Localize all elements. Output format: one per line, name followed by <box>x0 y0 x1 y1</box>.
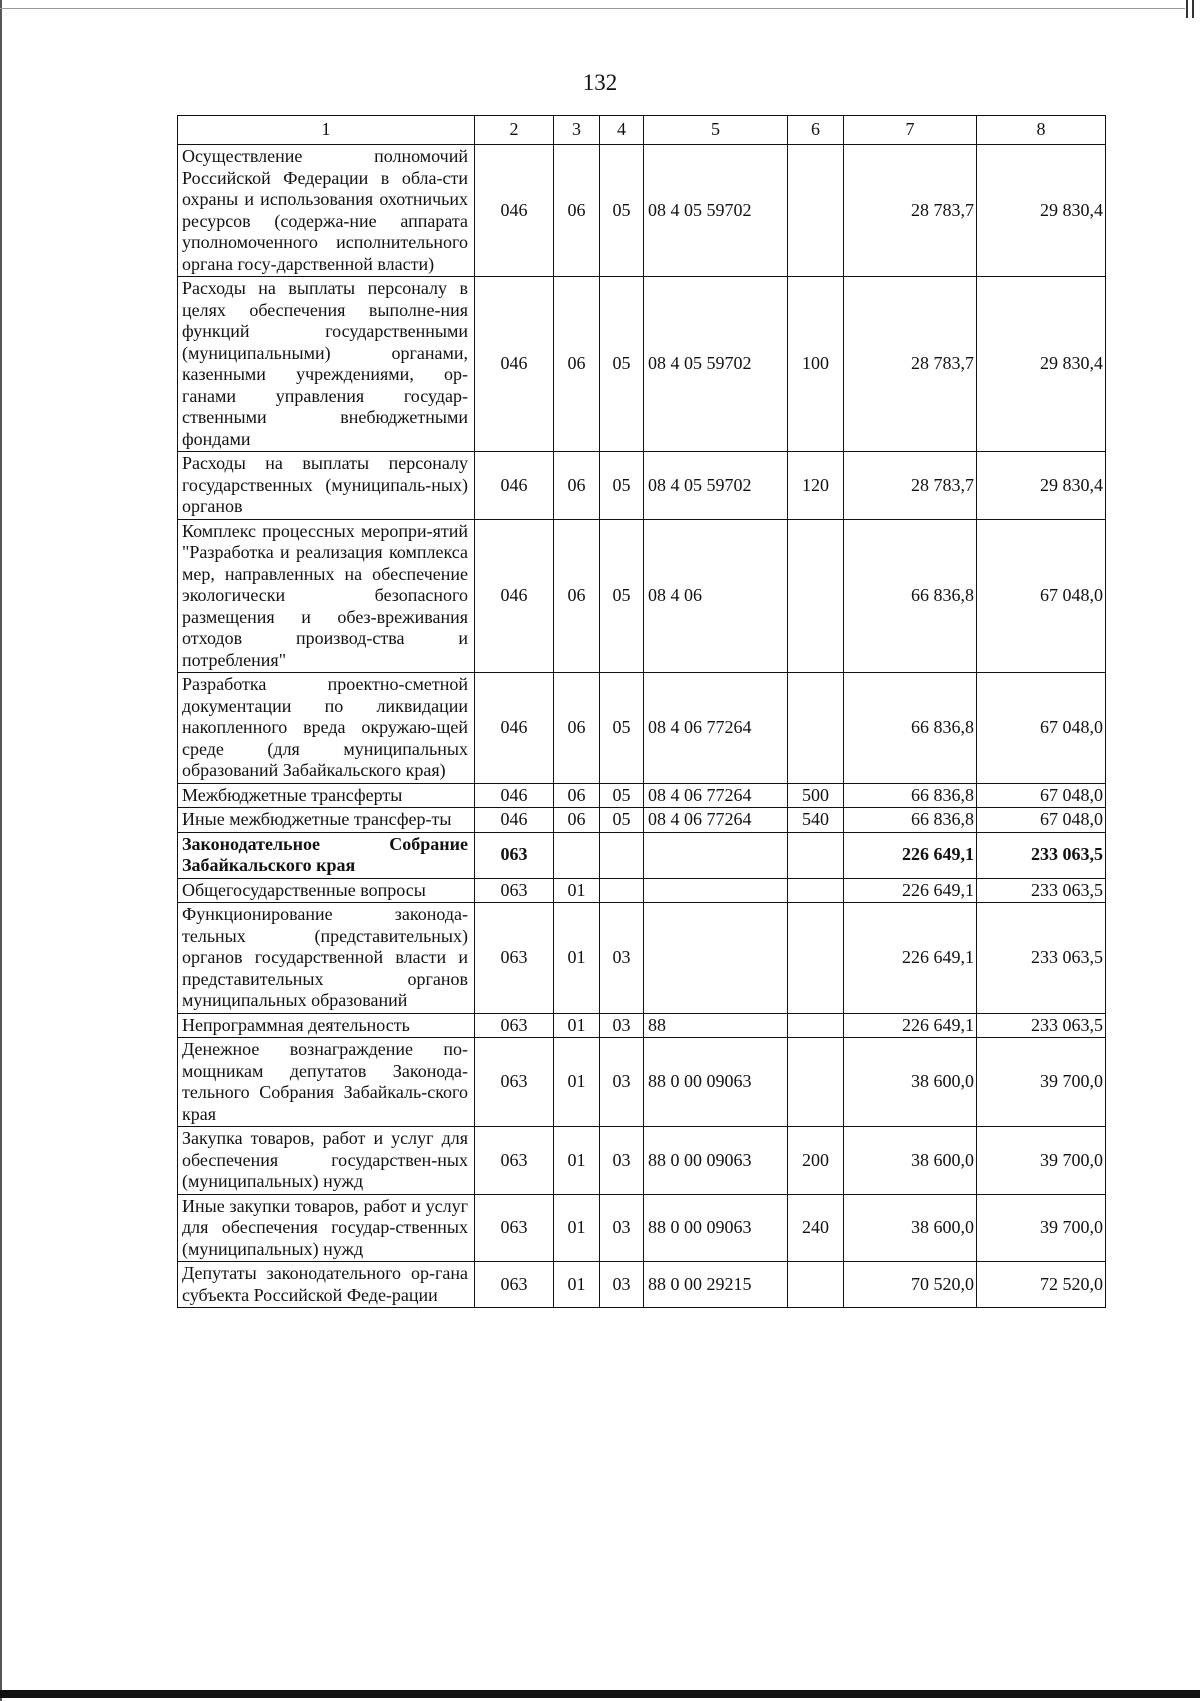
table-body <box>178 116 1106 1308</box>
row-section-cell: 06 <box>554 519 600 673</box>
table-row <box>178 783 1106 808</box>
row-amount-year2-cell: 233 063,5 <box>977 878 1106 903</box>
row-amount-year2-cell: 29 830,4 <box>977 145 1106 277</box>
row-subsection-cell: 05 <box>600 808 644 833</box>
table-row <box>178 878 1106 903</box>
row-expense-type-cell <box>788 903 844 1014</box>
row-section-cell: 06 <box>554 673 600 784</box>
row-amount-year1-cell: 28 783,7 <box>844 145 977 277</box>
row-amount-year2-cell: 29 830,4 <box>977 452 1106 520</box>
row-amount-year1-cell: 226 649,1 <box>844 832 977 878</box>
row-subsection-cell: 05 <box>600 673 644 784</box>
row-target-article-cell: 08 4 05 59702 <box>644 277 788 452</box>
row-name-cell: Иные закупки товаров, работ и услуг для обеспечения государ-ственных (муниципальных) нужд <box>178 1194 475 1262</box>
row-ministry-code-cell: 046 <box>475 452 554 520</box>
row-section-cell: 01 <box>554 903 600 1014</box>
row-ministry-code-cell: 046 <box>475 519 554 673</box>
row-target-article-cell <box>644 878 788 903</box>
header-cell: 6 <box>788 116 844 145</box>
row-amount-year1-cell: 66 836,8 <box>844 783 977 808</box>
row-amount-year2-cell: 39 700,0 <box>977 1038 1106 1127</box>
row-amount-year2-cell: 233 063,5 <box>977 832 1106 878</box>
row-name-cell: Расходы на выплаты персоналу в целях обеспечения выполне-ния функций государственными (муниципальными) органами, казенными учреждениями, ор-ганами управления государ-ственными внебюджетными фондами <box>178 277 475 452</box>
row-amount-year1-cell: 38 600,0 <box>844 1127 977 1195</box>
row-amount-year1-cell: 66 836,8 <box>844 519 977 673</box>
row-ministry-code-cell: 046 <box>475 783 554 808</box>
row-amount-year2-cell: 39 700,0 <box>977 1127 1106 1195</box>
table-row <box>178 519 1106 673</box>
row-amount-year1-cell: 66 836,8 <box>844 673 977 784</box>
row-expense-type-cell: 200 <box>788 1127 844 1195</box>
row-expense-type-cell <box>788 878 844 903</box>
row-ministry-code-cell: 063 <box>475 1194 554 1262</box>
row-name-cell: Законодательное Собрание Забайкальского края <box>178 832 475 878</box>
row-ministry-code-cell: 046 <box>475 673 554 784</box>
row-target-article-cell: 08 4 06 77264 <box>644 808 788 833</box>
row-target-article-cell: 88 0 00 09063 <box>644 1194 788 1262</box>
row-ministry-code-cell: 063 <box>475 1038 554 1127</box>
row-target-article-cell: 88 <box>644 1013 788 1038</box>
row-ministry-code-cell: 046 <box>475 277 554 452</box>
row-ministry-code-cell: 063 <box>475 903 554 1014</box>
row-amount-year1-cell: 226 649,1 <box>844 1013 977 1038</box>
scan-border-left <box>0 0 2 1701</box>
row-name-cell: Денежное вознаграждение по-мощникам депутатов Законода-тельного Собрания Забайкаль-ского края <box>178 1038 475 1127</box>
row-subsection-cell: 05 <box>600 452 644 520</box>
table-row <box>178 673 1106 784</box>
table-row <box>178 1127 1106 1195</box>
row-section-cell: 01 <box>554 1194 600 1262</box>
row-expense-type-cell: 100 <box>788 277 844 452</box>
row-subsection-cell: 03 <box>600 1262 644 1308</box>
row-expense-type-cell <box>788 673 844 784</box>
row-target-article-cell: 88 0 00 09063 <box>644 1127 788 1195</box>
row-amount-year1-cell: 226 649,1 <box>844 878 977 903</box>
row-name-cell: Расходы на выплаты персоналу государственных (муниципаль-ных) органов <box>178 452 475 520</box>
row-section-cell: 06 <box>554 145 600 277</box>
scan-border-bottom <box>0 1690 1200 1698</box>
page-number: 132 <box>582 70 618 95</box>
table-row <box>178 903 1106 1014</box>
header-cell: 7 <box>844 116 977 145</box>
row-section-cell: 06 <box>554 277 600 452</box>
row-expense-type-cell <box>788 145 844 277</box>
row-section-cell: 01 <box>554 1013 600 1038</box>
row-target-article-cell: 08 4 05 59702 <box>644 452 788 520</box>
row-target-article-cell: 88 0 00 29215 <box>644 1262 788 1308</box>
header-cell: 3 <box>554 116 600 145</box>
row-section-cell: 06 <box>554 808 600 833</box>
row-section-cell: 01 <box>554 878 600 903</box>
row-expense-type-cell <box>788 832 844 878</box>
row-subsection-cell <box>600 878 644 903</box>
header-cell: 1 <box>178 116 475 145</box>
row-subsection-cell: 03 <box>600 1038 644 1127</box>
row-amount-year2-cell: 39 700,0 <box>977 1194 1106 1262</box>
row-subsection-cell: 05 <box>600 783 644 808</box>
row-subsection-cell: 05 <box>600 277 644 452</box>
header-cell: 4 <box>600 116 644 145</box>
row-amount-year1-cell: 66 836,8 <box>844 808 977 833</box>
row-name-cell: Функционирование законода-тельных (представительных) органов государственной власти и представительных органов муниципальных образований <box>178 903 475 1014</box>
row-ministry-code-cell: 063 <box>475 832 554 878</box>
row-name-cell: Непрограммная деятельность <box>178 1013 475 1038</box>
row-name-cell: Закупка товаров, работ и услуг для обеспечения государствен-ных (муниципальных) нужд <box>178 1127 475 1195</box>
row-name-cell: Разработка проектно-сметной документации по ликвидации накопленного вреда окружаю-щей среде (для муниципальных образований Забайкальского края) <box>178 673 475 784</box>
row-name-cell: Общегосударственные вопросы <box>178 878 475 903</box>
row-section-cell: 01 <box>554 1127 600 1195</box>
row-amount-year2-cell: 67 048,0 <box>977 519 1106 673</box>
header-cell: 8 <box>977 116 1106 145</box>
scan-edge-mark <box>1186 0 1194 18</box>
row-amount-year2-cell: 233 063,5 <box>977 1013 1106 1038</box>
row-expense-type-cell: 540 <box>788 808 844 833</box>
row-amount-year2-cell: 67 048,0 <box>977 783 1106 808</box>
row-section-cell: 06 <box>554 783 600 808</box>
row-expense-type-cell <box>788 1013 844 1038</box>
row-amount-year1-cell: 70 520,0 <box>844 1262 977 1308</box>
row-subsection-cell: 03 <box>600 1127 644 1195</box>
row-ministry-code-cell: 063 <box>475 1013 554 1038</box>
table-row <box>178 808 1106 833</box>
budget-table <box>177 115 1106 1308</box>
table-row <box>178 1262 1106 1308</box>
table-row <box>178 1038 1106 1127</box>
row-target-article-cell <box>644 903 788 1014</box>
row-amount-year1-cell: 28 783,7 <box>844 277 977 452</box>
table-header-row <box>178 116 1106 145</box>
row-expense-type-cell: 120 <box>788 452 844 520</box>
table-row <box>178 1013 1106 1038</box>
row-section-cell <box>554 832 600 878</box>
row-section-cell: 01 <box>554 1262 600 1308</box>
row-target-article-cell: 88 0 00 09063 <box>644 1038 788 1127</box>
row-subsection-cell: 03 <box>600 903 644 1014</box>
row-amount-year2-cell: 67 048,0 <box>977 673 1106 784</box>
row-amount-year1-cell: 38 600,0 <box>844 1038 977 1127</box>
row-name-cell: Межбюджетные трансферты <box>178 783 475 808</box>
row-expense-type-cell: 500 <box>788 783 844 808</box>
row-expense-type-cell <box>788 1262 844 1308</box>
header-cell: 2 <box>475 116 554 145</box>
table-row <box>178 277 1106 452</box>
row-subsection-cell <box>600 832 644 878</box>
row-target-article-cell: 08 4 06 77264 <box>644 783 788 808</box>
row-amount-year1-cell: 28 783,7 <box>844 452 977 520</box>
row-name-cell: Комплекс процессных меропри-ятий "Разработка и реализация комплекса мер, направленных на обеспечение экологически безопасного размещения и обез-вреживания отходов производ-ства и потребления" <box>178 519 475 673</box>
row-ministry-code-cell: 063 <box>475 878 554 903</box>
row-ministry-code-cell: 063 <box>475 1262 554 1308</box>
row-ministry-code-cell: 046 <box>475 808 554 833</box>
row-amount-year2-cell: 67 048,0 <box>977 808 1106 833</box>
row-name-cell: Иные межбюджетные трансфер-ты <box>178 808 475 833</box>
row-ministry-code-cell: 063 <box>475 1127 554 1195</box>
table-row <box>178 832 1106 878</box>
row-amount-year1-cell: 38 600,0 <box>844 1194 977 1262</box>
header-cell: 5 <box>644 116 788 145</box>
row-name-cell: Депутаты законодательного ор-гана субъекта Российской Феде-рации <box>178 1262 475 1308</box>
scan-border-top <box>0 8 1185 9</box>
table-row <box>178 452 1106 520</box>
row-subsection-cell: 03 <box>600 1194 644 1262</box>
row-amount-year2-cell: 233 063,5 <box>977 903 1106 1014</box>
row-amount-year1-cell: 226 649,1 <box>844 903 977 1014</box>
row-expense-type-cell <box>788 1038 844 1127</box>
row-expense-type-cell <box>788 519 844 673</box>
row-amount-year2-cell: 29 830,4 <box>977 277 1106 452</box>
row-subsection-cell: 03 <box>600 1013 644 1038</box>
row-target-article-cell <box>644 832 788 878</box>
row-target-article-cell: 08 4 06 <box>644 519 788 673</box>
row-section-cell: 01 <box>554 1038 600 1127</box>
row-subsection-cell: 05 <box>600 519 644 673</box>
table-row <box>178 1194 1106 1262</box>
row-expense-type-cell: 240 <box>788 1194 844 1262</box>
row-name-cell: Осуществление полномочий Российской Федерации в обла-сти охраны и использования охотничьих ресурсов (содержа-ние аппарата уполномоченного исполнительного органа госу-дарственной власти) <box>178 145 475 277</box>
row-section-cell: 06 <box>554 452 600 520</box>
row-target-article-cell: 08 4 05 59702 <box>644 145 788 277</box>
table-row <box>178 145 1106 277</box>
row-target-article-cell: 08 4 06 77264 <box>644 673 788 784</box>
row-ministry-code-cell: 046 <box>475 145 554 277</box>
row-amount-year2-cell: 72 520,0 <box>977 1262 1106 1308</box>
row-subsection-cell: 05 <box>600 145 644 277</box>
